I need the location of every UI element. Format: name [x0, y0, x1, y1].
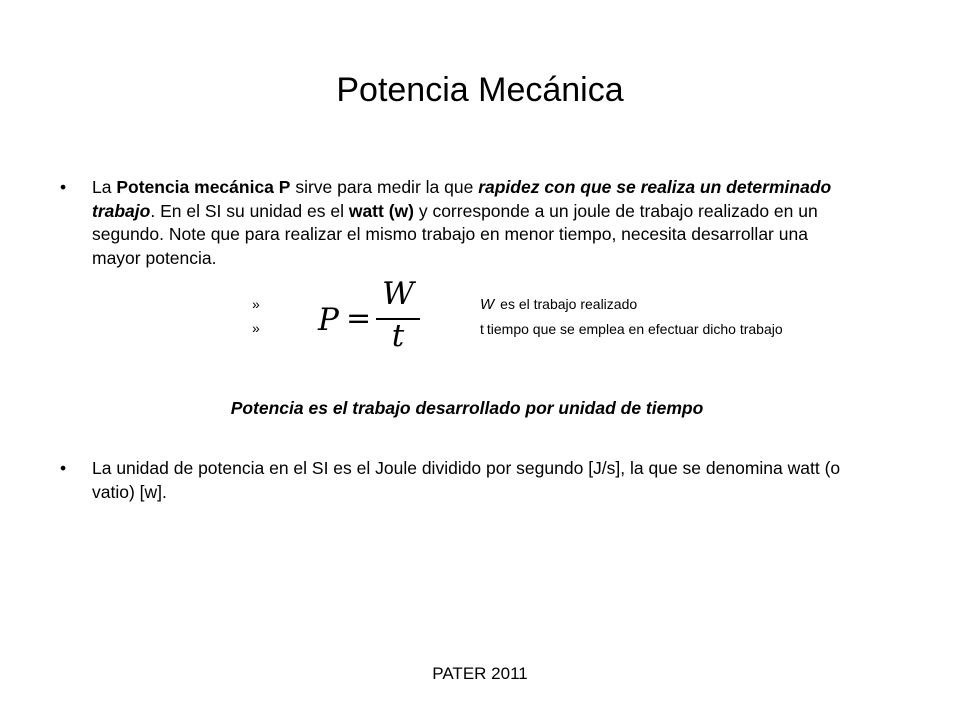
bullet-marker: • [60, 458, 67, 478]
formula-lhs: P [318, 302, 339, 338]
slide-footer: PATER 2011 [432, 664, 528, 683]
emphasis-statement: Potencia es el trabajo desarrollado por unidad de tiempo [230, 398, 704, 418]
definition-text: tiempo que se emplea en efectuar dicho trabajo [486, 321, 783, 337]
power-formula [316, 276, 426, 356]
slide-title: Potencia Mecánica [336, 71, 624, 109]
text-run: . En el SI su unidad es el [150, 200, 349, 221]
sub-bullet-marker: » [252, 296, 260, 312]
bullet-potencia-definition [60, 176, 850, 270]
bullet-marker: • [60, 177, 67, 197]
bullet-unit [60, 457, 850, 504]
bullet-text: La unidad de potencia en el SI es el Joule dividido por segundo [J/s], la que se denomina watt (o vatio) [w]. [92, 458, 841, 502]
sub-bullet-marker: » [252, 320, 260, 336]
bullet-text [92, 176, 850, 270]
bold-italic-rapidez: rapidez con que se realiza un determinado trabajo [92, 177, 832, 221]
text-run: sirve para medir la que [290, 177, 479, 197]
definition-t [480, 320, 783, 338]
definition-symbol: W [480, 296, 495, 313]
formula-numerator: W [382, 276, 414, 312]
text-run: y corresponde a un joule de trabajo realizado en un segundo. Note que para realizar el mismo trabajo en menor tiempo, necesita desarrollar una mayor potencia. [92, 200, 818, 268]
formula-equals: = [346, 301, 372, 336]
text-run: La [92, 177, 117, 197]
definition-w [480, 295, 637, 314]
bold-term-watt: watt (w) [348, 200, 414, 221]
definition-symbol: t [480, 321, 484, 337]
formula-denominator: t [391, 318, 405, 354]
bold-term-potencia: Potencia mecánica P [116, 177, 291, 197]
definition-text: es el trabajo realizado [500, 296, 638, 312]
